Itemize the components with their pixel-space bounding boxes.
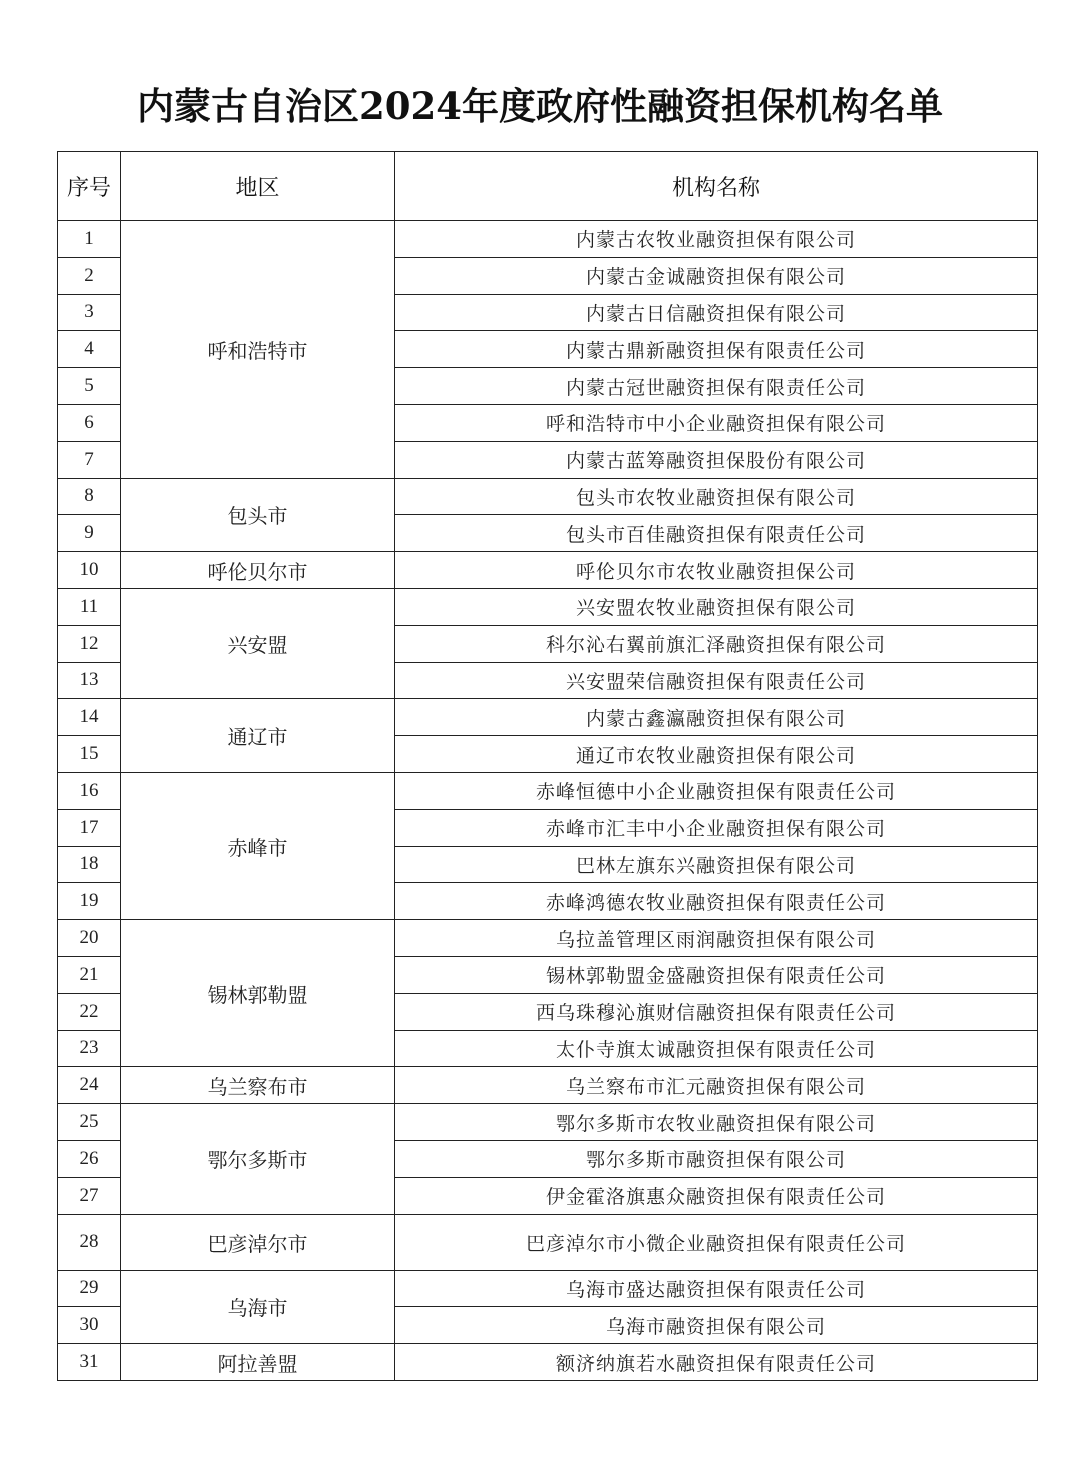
region-cell: 呼伦贝尔市	[121, 552, 395, 589]
row-number: 5	[58, 368, 121, 405]
institution-name: 呼和浩特市中小企业融资担保有限公司	[395, 404, 1038, 441]
row-number: 31	[58, 1344, 121, 1381]
table-row	[58, 552, 1038, 589]
institution-name: 伊金霍洛旗惠众融资担保有限责任公司	[395, 1177, 1038, 1214]
row-number: 22	[58, 993, 121, 1030]
region-cell: 包头市	[121, 478, 395, 552]
row-number: 29	[58, 1270, 121, 1307]
table-row	[58, 588, 1038, 625]
institution-name: 内蒙古冠世融资担保有限责任公司	[395, 368, 1038, 405]
institution-name: 呼伦贝尔市农牧业融资担保公司	[395, 552, 1038, 589]
institution-name: 内蒙古蓝筹融资担保股份有限公司	[395, 441, 1038, 478]
header-org: 机构名称	[395, 152, 1038, 221]
row-number: 1	[58, 221, 121, 258]
institution-name: 赤峰市汇丰中小企业融资担保有限公司	[395, 809, 1038, 846]
institution-name: 内蒙古金诚融资担保有限公司	[395, 257, 1038, 294]
row-number: 12	[58, 625, 121, 662]
institution-name: 内蒙古鑫瀛融资担保有限公司	[395, 699, 1038, 736]
row-number: 4	[58, 331, 121, 368]
header-row	[58, 152, 1038, 221]
row-number: 11	[58, 588, 121, 625]
institution-name: 太仆寺旗太诚融资担保有限责任公司	[395, 1030, 1038, 1067]
row-number: 8	[58, 478, 121, 515]
row-number: 9	[58, 515, 121, 552]
row-number: 20	[58, 920, 121, 957]
table-row	[58, 920, 1038, 957]
institution-name: 乌海市盛达融资担保有限责任公司	[395, 1270, 1038, 1307]
institution-name: 鄂尔多斯市融资担保有限公司	[395, 1140, 1038, 1177]
row-number: 27	[58, 1177, 121, 1214]
institution-name: 锡林郭勒盟金盛融资担保有限责任公司	[395, 956, 1038, 993]
row-number: 10	[58, 552, 121, 589]
row-number: 21	[58, 956, 121, 993]
institution-name: 兴安盟农牧业融资担保有限公司	[395, 588, 1038, 625]
region-cell: 通辽市	[121, 699, 395, 773]
table-row	[58, 1270, 1038, 1307]
row-number: 14	[58, 699, 121, 736]
row-number: 15	[58, 736, 121, 773]
table-row	[58, 1104, 1038, 1141]
header-seq: 序号	[58, 152, 121, 221]
institution-name: 兴安盟荣信融资担保有限责任公司	[395, 662, 1038, 699]
institution-name: 乌兰察布市汇元融资担保有限公司	[395, 1067, 1038, 1104]
row-number: 26	[58, 1140, 121, 1177]
institution-name: 科尔沁右翼前旗汇泽融资担保有限公司	[395, 625, 1038, 662]
table-row	[58, 1344, 1038, 1381]
row-number: 25	[58, 1104, 121, 1141]
region-cell: 呼和浩特市	[121, 221, 395, 479]
region-cell: 巴彦淖尔市	[121, 1214, 395, 1270]
table-body	[58, 221, 1038, 1381]
region-cell: 兴安盟	[121, 588, 395, 698]
row-number: 23	[58, 1030, 121, 1067]
region-cell: 鄂尔多斯市	[121, 1104, 395, 1214]
row-number: 28	[58, 1214, 121, 1270]
institution-name: 赤峰鸿德农牧业融资担保有限责任公司	[395, 883, 1038, 920]
institution-name: 乌海市融资担保有限公司	[395, 1307, 1038, 1344]
table-header	[58, 152, 1038, 221]
table-row	[58, 478, 1038, 515]
institution-name: 包头市百佳融资担保有限责任公司	[395, 515, 1038, 552]
region-cell: 赤峰市	[121, 772, 395, 919]
row-number: 17	[58, 809, 121, 846]
row-number: 7	[58, 441, 121, 478]
region-cell: 阿拉善盟	[121, 1344, 395, 1381]
region-cell: 乌兰察布市	[121, 1067, 395, 1104]
table-row	[58, 772, 1038, 809]
region-cell: 乌海市	[121, 1270, 395, 1344]
table-row	[58, 1067, 1038, 1104]
institution-name: 包头市农牧业融资担保有限公司	[395, 478, 1038, 515]
institution-name: 内蒙古鼎新融资担保有限责任公司	[395, 331, 1038, 368]
row-number: 13	[58, 662, 121, 699]
institution-name: 赤峰恒德中小企业融资担保有限责任公司	[395, 772, 1038, 809]
row-number: 16	[58, 772, 121, 809]
row-number: 2	[58, 257, 121, 294]
guarantee-institution-table	[57, 151, 1038, 1381]
table-row	[58, 699, 1038, 736]
row-number: 18	[58, 846, 121, 883]
institution-name: 乌拉盖管理区雨润融资担保有限公司	[395, 920, 1038, 957]
header-region: 地区	[121, 152, 395, 221]
institution-name: 鄂尔多斯市农牧业融资担保有限公司	[395, 1104, 1038, 1141]
region-cell: 锡林郭勒盟	[121, 920, 395, 1067]
row-number: 24	[58, 1067, 121, 1104]
row-number: 19	[58, 883, 121, 920]
institution-name: 巴彦淖尔市小微企业融资担保有限责任公司	[395, 1214, 1038, 1270]
table-row	[58, 221, 1038, 258]
institution-name: 巴林左旗东兴融资担保有限公司	[395, 846, 1038, 883]
table-row	[58, 1214, 1038, 1270]
institution-name: 额济纳旗若水融资担保有限责任公司	[395, 1344, 1038, 1381]
page-title: 内蒙古自治区2024年度政府性融资担保机构名单	[137, 84, 943, 128]
row-number: 30	[58, 1307, 121, 1344]
institution-name: 西乌珠穆沁旗财信融资担保有限责任公司	[395, 993, 1038, 1030]
institution-name: 内蒙古农牧业融资担保有限公司	[395, 221, 1038, 258]
row-number: 3	[58, 294, 121, 331]
row-number: 6	[58, 404, 121, 441]
institution-name: 内蒙古日信融资担保有限公司	[395, 294, 1038, 331]
institution-name: 通辽市农牧业融资担保有限公司	[395, 736, 1038, 773]
